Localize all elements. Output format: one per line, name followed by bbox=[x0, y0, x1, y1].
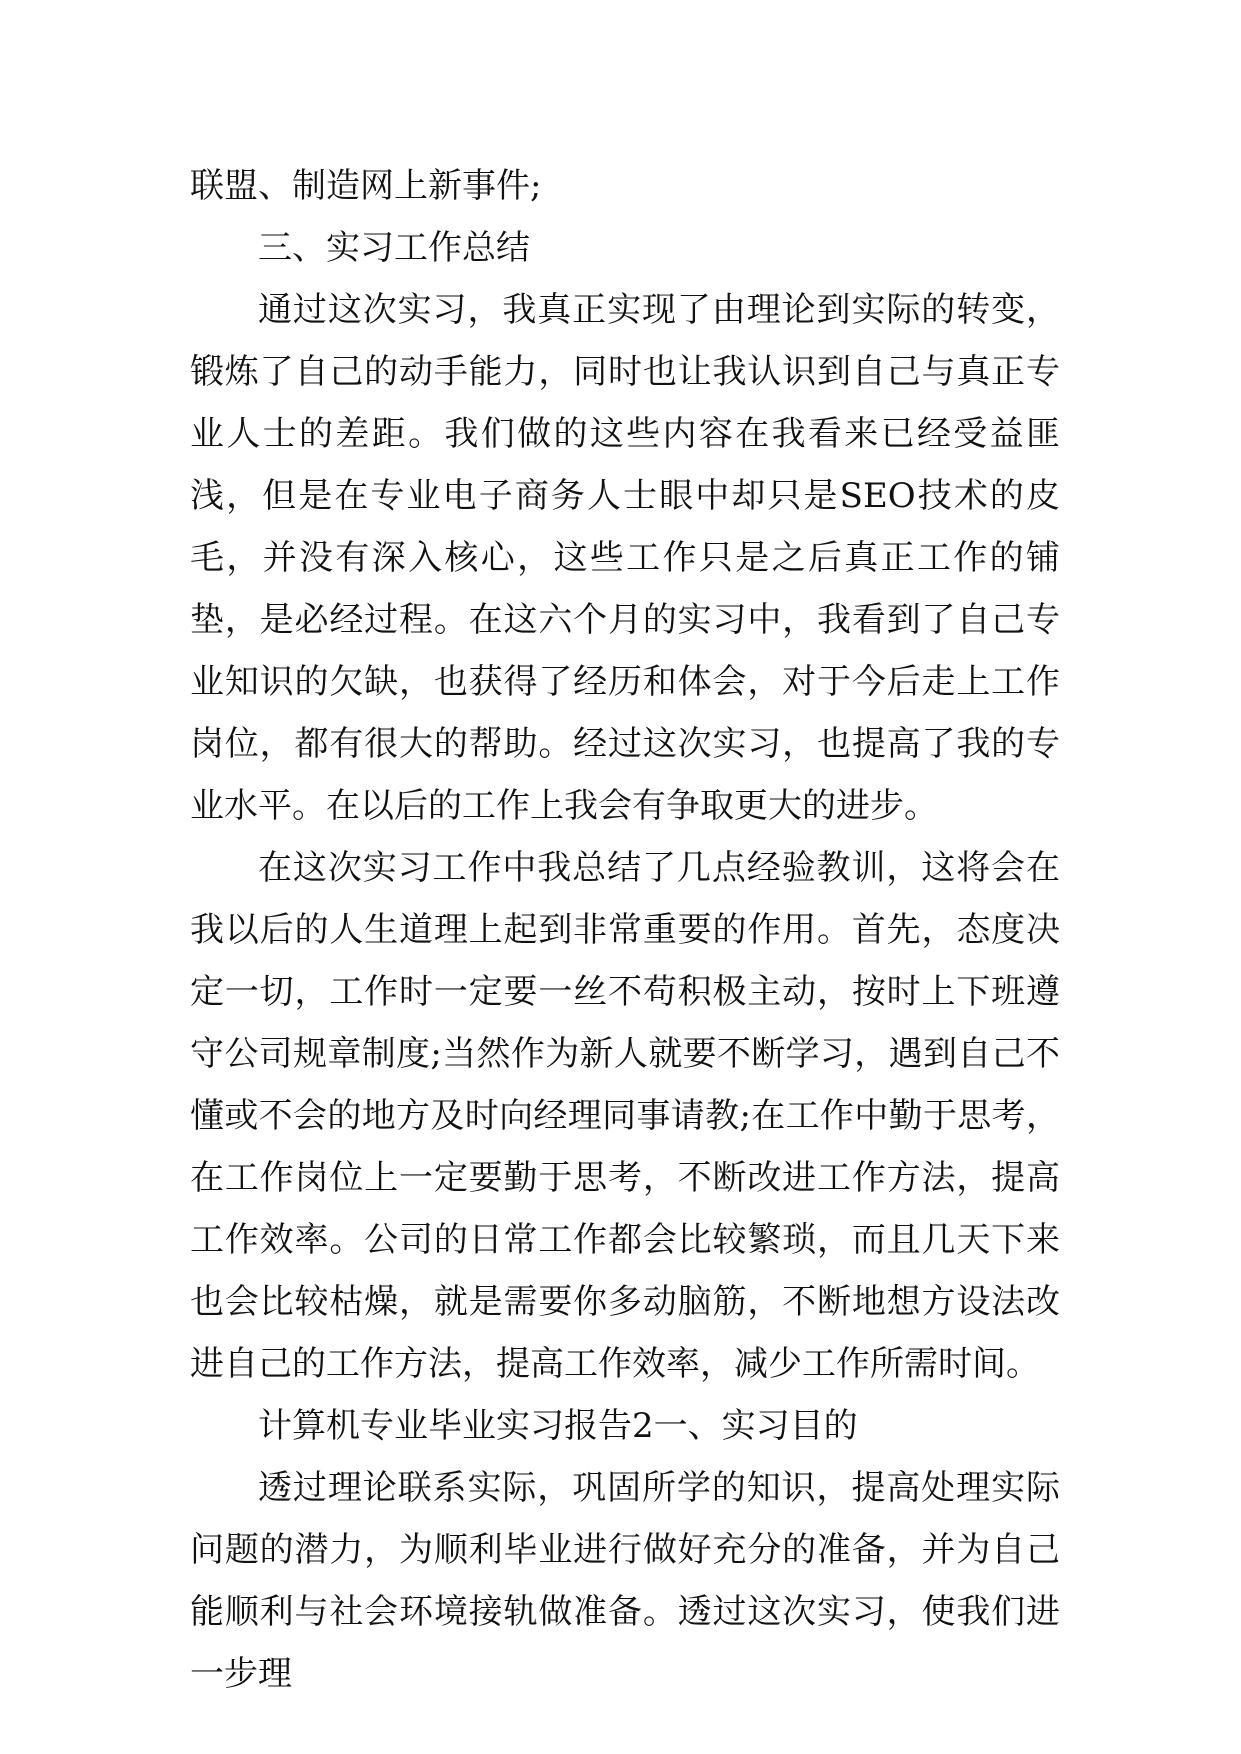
report-heading: 计算机专业毕业实习报告2一、实习目的 bbox=[258, 1406, 858, 1446]
paragraph: 透过理论联系实际，巩固所学的知识，提高处理实际问题的潜力，为顺利毕业进行做好充分的准备，并为自己能顺利与社会环境接轨做准备。透过这次实习，使我们进一步理 bbox=[190, 1468, 1060, 1694]
paragraph: 在这次实习工作中我总结了几点经验教训，这将会在我以后的人生道理上起到非常重要的作用。首先，态度决定一切，工作时一定要一丝不苟积极主动，按时上下班遵守公司规章制度;当然作为新人就要不断学习，遇到自己不懂或不会的地方及时向经理同事请教;在工作中勤于思考，在工作岗位上一定要勤于思考，不断改进工作方法，提高工作效率。公司的日常工作都会比较繁琐，而且几天下来也会比较枯燥，就是需要你多动脑筋，不断地想方设法改进自己的工作方法，提高工作效率，减少工作所需时间。 bbox=[190, 848, 1060, 1384]
section-heading: 三、实习工作总结 bbox=[258, 228, 530, 268]
paragraph-continuation: 联盟、制造网上新事件; bbox=[190, 166, 542, 206]
document-body bbox=[190, 155, 1060, 1705]
paragraph: 通过这次实习，我真正实现了由理论到实际的转变，锻炼了自己的动手能力，同时也让我认识到自己与真正专业人士的差距。我们做的这些内容在我看来已经受益匪浅，但是在专业电子商务人士眼中却只是SEO技术的皮毛，并没有深入核心，这些工作只是之后真正工作的铺垫，是必经过程。在这六个月的实习中，我看到了自己专业知识的欠缺，也获得了经历和体会，对于今后走上工作岗位，都有很大的帮助。经过这次实习，也提高了我的专业水平。在以后的工作上我会有争取更大的进步。 bbox=[190, 290, 1060, 826]
